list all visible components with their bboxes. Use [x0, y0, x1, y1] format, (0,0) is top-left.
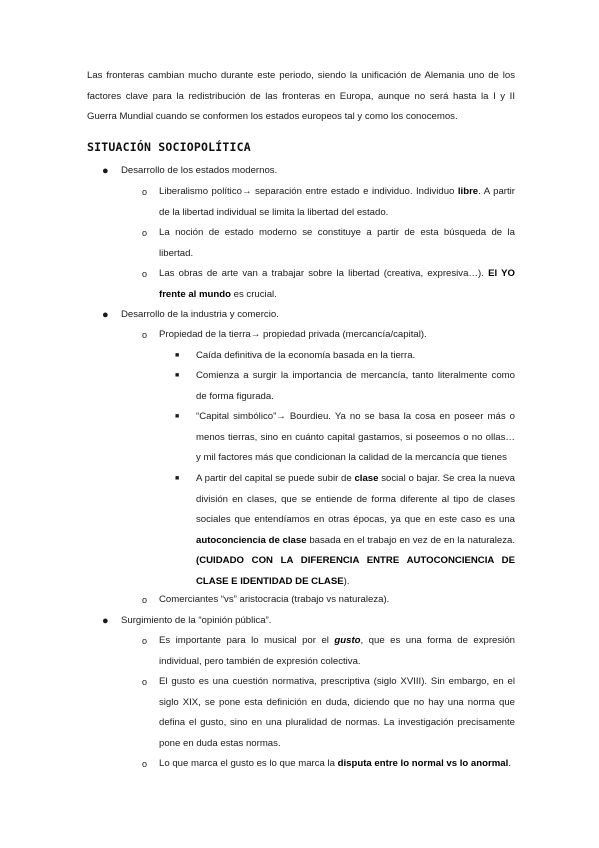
list-item-text: Las obras de arte van a trabajar sobre la libertad (creativa, expresiva…). El YO frente al mundo es crucial. — [159, 268, 515, 300]
list-item-text: “Capital simbólico”→ Bourdieu. Ya no se basa la cosa en poseer más o menos tierras, sino en cuánto capital gastamos, si poseemos o no ollas… y mil factores más que condicionan la calidad de la mercancía que tienes — [196, 411, 515, 463]
list-item-estados-modernos — [102, 161, 515, 182]
bullet-marker: ● — [102, 165, 109, 177]
list-item-capital-simbolico — [175, 407, 515, 469]
list-item-disputa-normal — [142, 754, 515, 775]
list-item-clase-social — [175, 469, 516, 592]
bold-italic-text: gusto — [334, 635, 361, 646]
list-item-text: Comienza a surgir la importancia de mercancía, tanto literalmente como de forma figurada. — [196, 370, 515, 402]
bold-text: clase — [354, 473, 379, 484]
circle-marker: o — [142, 636, 148, 646]
list-item-text: El gusto es una cuestión normativa, prescriptiva (siglo XVIII). Sin embargo, en el siglo XIX, se pone esta definición en duda, diciendo que no hay una norma que defina el gusto, sino en una pluralidad de normas. La investigación precisamente pone en duda estas normas. — [159, 676, 515, 749]
list-item-obras-arte — [142, 264, 515, 305]
circle-marker: o — [142, 677, 148, 687]
list-item-text: Comerciantes “vs” aristocracia (trabajo vs naturaleza). — [159, 594, 390, 605]
list-item-text: Propiedad de la tierra→ propiedad privada (mercancía/capital). — [159, 329, 427, 340]
circle-marker: o — [142, 269, 148, 279]
square-marker: ■ — [175, 413, 180, 420]
list-item-gusto-musical — [142, 631, 515, 672]
square-marker: ■ — [175, 372, 180, 379]
list-item-liberalismo — [142, 182, 515, 223]
list-item-text: Liberalismo político→ separación entre estado e individuo. Individuo libre. A partir de la libertad individual se limita la libertad del estado. — [159, 186, 515, 218]
list-item-opinion-publica — [102, 611, 515, 632]
list-item-text: Desarrollo de la industria y comercio. — [121, 309, 279, 320]
bold-text: disputa entre lo normal vs lo anormal — [337, 758, 509, 769]
circle-marker: o — [142, 759, 148, 769]
list-item-gusto-normativo — [142, 672, 515, 754]
circle-marker: o — [142, 595, 148, 605]
list-item-text: Surgimiento de la “opinión pública”. — [121, 615, 272, 626]
list-item-caida-economia — [175, 346, 515, 367]
list-item-text: A partir del capital se puede subir de clase social o bajar. Se crea la nueva división en clases, que se entiende de forma diferente al tipo de clases sociales que entendíamos en otras épocas, ya que en este caso es una autoconciencia de clase basada en el trabajo en vez de en la naturaleza. (CUIDADO CON LA DIFERENCIA ENTRE AUTOCONCIENCIA DE CLASE E IDENTIDAD DE CLASE). — [196, 473, 516, 587]
bold-warning-text: (CUIDADO CON LA DIFERENCIA ENTRE AUTOCONCIENCIA DE CLASE E IDENTIDAD DE CLASE — [196, 555, 515, 587]
list-item-industria-comercio — [102, 305, 515, 326]
bold-text: autoconciencia de clase — [196, 534, 307, 546]
circle-marker: o — [142, 330, 148, 340]
section-heading: SITUACIÓN SOCIOPOLÍTICA — [87, 140, 251, 154]
list-item-propiedad-tierra — [142, 325, 515, 346]
bold-text: libre — [457, 186, 479, 197]
list-item-text: Es importante para lo musical por el gusto, que es una forma de expresión individual, pero también de expresión colectiva. — [159, 635, 515, 667]
list-item-nocion-estado — [142, 223, 515, 264]
list-item-comerciantes — [142, 590, 515, 611]
circle-marker: o — [142, 187, 148, 197]
circle-marker: o — [142, 228, 148, 238]
bullet-marker: ● — [102, 615, 109, 627]
square-marker: ■ — [175, 352, 180, 359]
list-item-text: La noción de estado moderno se constituye a partir de esta búsqueda de la libertad. — [159, 227, 515, 259]
list-item-text: Lo que marca el gusto es lo que marca la disputa entre lo normal vs lo anormal. — [159, 758, 511, 769]
square-marker: ■ — [175, 475, 180, 482]
bullet-marker: ● — [102, 309, 109, 321]
bold-text: El YO frente al mundo — [159, 268, 515, 300]
list-item-text: Desarrollo de los estados modernos. — [121, 165, 278, 176]
intro-paragraph: Las fronteras cambian mucho durante este periodo, siendo la unificación de Alemania uno de los factores clave para la redistribución de las fronteras en Europa, aunque no será hasta la I y II Guerra Mundial cuando se conformen los estados europeos tal y como los conocemos. — [87, 70, 515, 122]
list-item-text: Caída definitiva de la economía basada en la tierra. — [196, 350, 416, 361]
list-item-mercancia — [175, 366, 515, 407]
